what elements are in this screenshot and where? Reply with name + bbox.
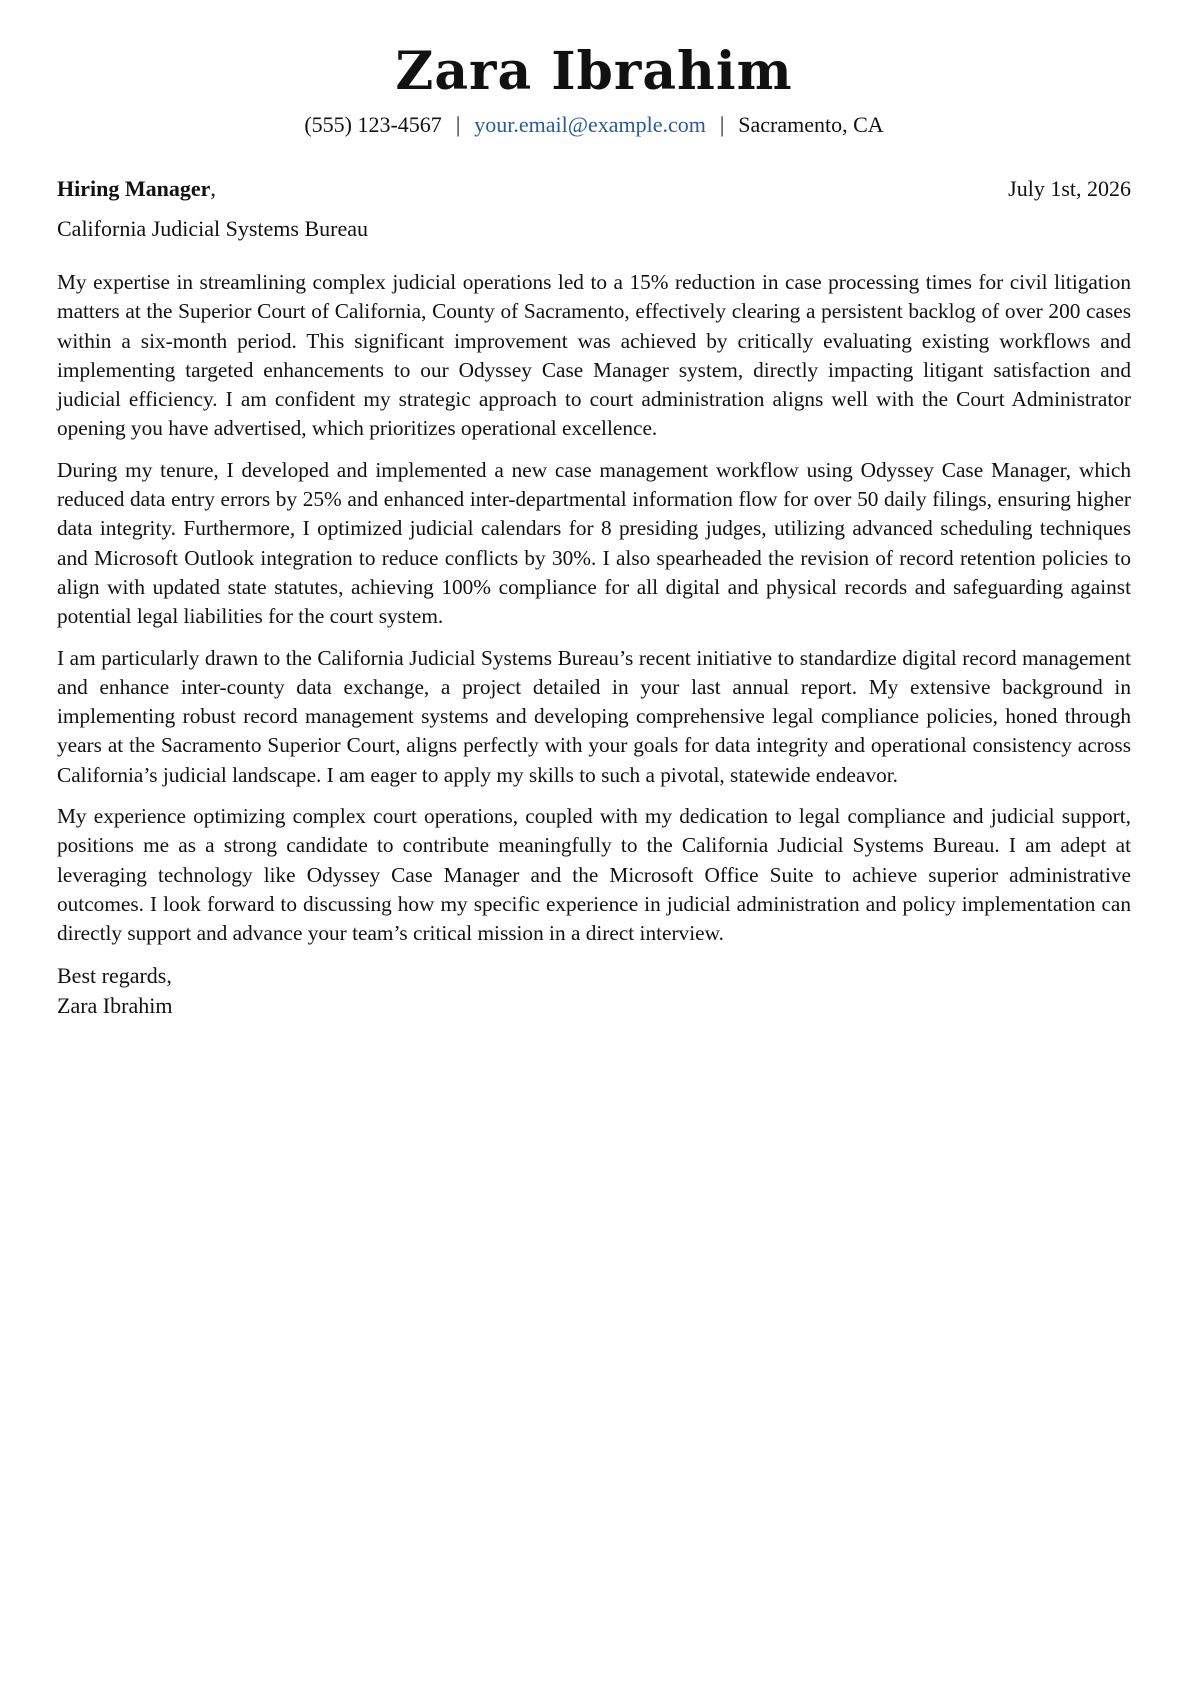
recipient-organization: California Judicial Systems Bureau [57, 216, 368, 241]
body-paragraph: During my tenure, I developed and implemented a new case management workflow using Odyssey Case Manager, which reduced data entry errors by 25% and enhanced inter-departmental information flow for over 50 daily filings, ensuring higher data integrity. Furthermore, I optimized judicial calendars for 8 presiding judges, utilizing advanced scheduling techniques and Microsoft Outlook integration to reduce conflicts by 30%. I also spearheaded the revision of record retention policies to align with updated state statutes, achieving 100% compliance for all digital and physical records and safeguarding against potential legal liabilities for the court system. [57, 457, 1131, 629]
body-paragraph: I am particularly drawn to the California Judicial Systems Bureau’s recent initiative to standardize digital record management and enhance inter-county data exchange, a project detailed in your last annual report. My extensive background in implementing robust record management systems and developing comprehensive legal compliance policies, honed through years at the Sacramento Superior Court, aligns perfectly with your goals for data integrity and operational consistency across California’s judicial landscape. I am eager to apply my skills to such a pivotal, statewide endeavor. [57, 645, 1131, 787]
salutation [57, 174, 216, 204]
recipient-name: Hiring Manager [57, 176, 211, 201]
recipient-suffix: , [210, 176, 216, 201]
contact-separator: | [455, 112, 461, 137]
recipient-date-row [57, 174, 1131, 204]
applicant-name: Zara Ibrahim [395, 41, 793, 102]
contact-line [57, 110, 1131, 140]
letter-date: July 1st, 2026 [1008, 176, 1131, 201]
closing-phrase: Best regards, [57, 962, 172, 988]
body-paragraph: My experience optimizing complex court operations, coupled with my dedication to legal compliance and judicial support, positions me as a strong candidate to contribute meaningfully to the California Judicial Systems Bureau. I am adept at leveraging technology like Odyssey Case Manager and the Microsoft Office Suite to achieve superior administrative outcomes. I look forward to discussing how my specific experience in judicial administration and policy implementation can directly support and advance your team’s critical mission in a direct interview. [57, 804, 1131, 946]
closing-block [57, 961, 1131, 1021]
cover-letter-page [57, 40, 1131, 1021]
location: Sacramento, CA [738, 112, 884, 137]
email-link[interactable]: your.email@example.com [474, 112, 706, 137]
contact-separator: | [719, 112, 725, 137]
phone-number: (555) 123-4567 [304, 112, 442, 137]
letter-body [57, 268, 1131, 949]
body-paragraph: My expertise in streamlining complex judicial operations led to a 15% reduction in case processing times for civil litigation matters at the Superior Court of California, County of Sacramento, effectively clearing a persistent backlog of over 200 cases within a six-month period. This significant improvement was achieved by critically evaluating existing workflows and implementing targeted enhancements to our Odyssey Case Manager system, directly impacting litigant satisfaction and judicial efficiency. I am confident my strategic approach to court administration aligns well with the Court Administrator opening you have advertised, which prioritizes operational excellence. [57, 270, 1131, 441]
signature-name: Zara Ibrahim [57, 992, 173, 1018]
